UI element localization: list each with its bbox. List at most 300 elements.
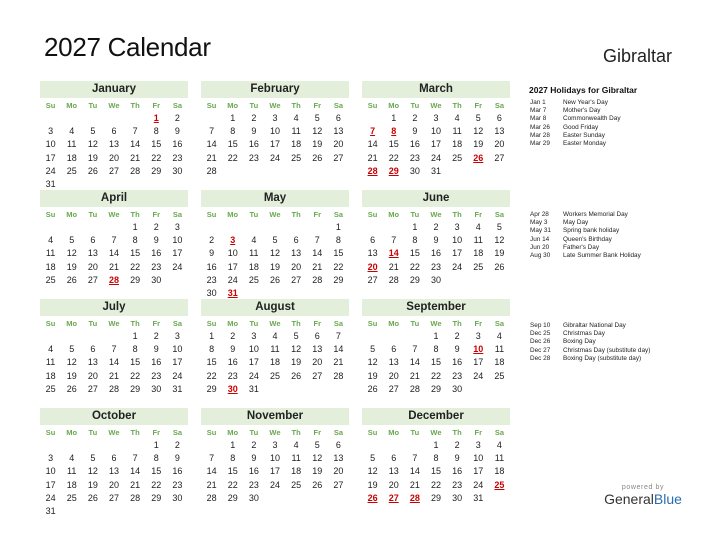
- weekday-label: Su: [45, 427, 56, 437]
- day-cell: 3: [272, 113, 278, 123]
- weekday-label: Th: [452, 100, 462, 110]
- day-cell: 14: [206, 466, 217, 477]
- weekday-label: Th: [452, 209, 462, 219]
- empty-cell: [404, 330, 425, 343]
- empty-cell: [103, 439, 124, 452]
- day-cell: 6: [496, 113, 502, 123]
- day-cell: 16: [248, 466, 259, 477]
- day-cell: 11: [291, 453, 301, 464]
- holiday-name: Christmas Day: [563, 330, 605, 338]
- day-cell: 6: [391, 344, 397, 355]
- weekday-label: Fr: [474, 100, 483, 110]
- day-cell: 15: [151, 466, 162, 477]
- day-cell: 22: [409, 261, 420, 272]
- empty-cell: [404, 439, 425, 452]
- day-cell: 1: [209, 331, 215, 341]
- day-cell: 2: [174, 113, 180, 123]
- weekday-label: Mo: [388, 100, 400, 110]
- day-cell: 24: [269, 479, 280, 490]
- day-cell: 28: [333, 370, 344, 381]
- holiday-row: [530, 219, 641, 227]
- day-cell: 12: [291, 344, 302, 355]
- day-cell: 22: [430, 370, 441, 381]
- day-cell: 11: [473, 235, 483, 246]
- day-cell: 3: [475, 440, 481, 450]
- day-cell: 11: [494, 453, 505, 464]
- day-cell: 2: [454, 440, 460, 450]
- holiday-row: [530, 211, 641, 219]
- weekday-label: Fr: [474, 318, 483, 328]
- day-cell: 17: [452, 248, 463, 259]
- day-cell: 25: [291, 152, 302, 163]
- day-cell: 31: [248, 383, 259, 394]
- weekday-label: Tu: [249, 427, 259, 437]
- day-cell: 15: [388, 139, 399, 150]
- day-cell: 20: [388, 370, 399, 381]
- day-grid: [362, 112, 510, 178]
- weekday-label: Sa: [172, 100, 182, 110]
- weekday-header: [201, 207, 349, 221]
- day-cell: 17: [248, 357, 259, 368]
- day-cell: 18: [66, 479, 77, 490]
- holiday-name: Gibraltar National Day: [563, 322, 626, 329]
- day-cell: 8: [153, 126, 159, 137]
- weekday-label: Th: [291, 318, 301, 328]
- weekday-header: [362, 425, 510, 439]
- day-cell: 5: [475, 113, 481, 123]
- holiday-date: Mar 28: [530, 131, 550, 139]
- holiday-date: Sep 10: [530, 322, 551, 329]
- day-cell: 30: [206, 287, 217, 298]
- weekday-label: Sa: [494, 100, 504, 110]
- weekday-label: Th: [291, 427, 301, 437]
- day-cell: 23: [452, 370, 463, 381]
- day-cell: 3: [454, 222, 460, 232]
- day-cell: 13: [494, 126, 505, 137]
- day-cell: 5: [496, 222, 502, 232]
- weekday-label: Sa: [172, 209, 182, 219]
- day-cell: 14: [108, 248, 119, 259]
- day-cell: 1: [132, 222, 138, 232]
- weekday-label: Tu: [410, 427, 420, 437]
- day-cell: 4: [272, 331, 278, 341]
- holiday-day-cell: 26: [473, 152, 484, 163]
- holiday-day-cell: 3: [230, 235, 236, 246]
- day-cell: 20: [333, 139, 344, 150]
- month-september: [362, 299, 510, 396]
- day-cell: 25: [269, 370, 280, 381]
- day-cell: 30: [172, 492, 183, 503]
- empty-cell: [61, 221, 82, 234]
- day-grid: [40, 112, 188, 191]
- day-cell: 8: [132, 344, 138, 355]
- holiday-row: [530, 338, 650, 346]
- day-cell: 19: [291, 357, 302, 368]
- weekday-label: Tu: [249, 318, 259, 328]
- holiday-name: Boxing Day: [563, 338, 596, 346]
- weekday-label: Th: [130, 318, 140, 328]
- weekday-label: Tu: [410, 100, 420, 110]
- day-cell: 16: [172, 139, 183, 150]
- weekday-label: Fr: [152, 427, 161, 437]
- day-cell: 28: [108, 383, 119, 394]
- holiday-day-cell: 10: [473, 344, 484, 355]
- day-cell: 21: [108, 261, 119, 272]
- weekday-label: Sa: [494, 427, 504, 437]
- day-cell: 20: [388, 479, 399, 490]
- day-cell: 27: [388, 383, 399, 394]
- day-cell: 25: [45, 274, 56, 285]
- day-cell: 22: [206, 370, 217, 381]
- day-cell: 23: [409, 152, 420, 163]
- day-cell: 11: [67, 139, 77, 150]
- month-header: August: [201, 299, 349, 316]
- weekday-header: [40, 425, 188, 439]
- holiday-name: New Year's Day: [563, 99, 608, 106]
- holiday-name: Good Friday: [563, 123, 599, 131]
- day-cell: 17: [473, 466, 484, 477]
- empty-cell: [243, 221, 264, 234]
- day-cell: 16: [248, 139, 259, 150]
- day-cell: 6: [90, 235, 96, 246]
- day-cell: 7: [132, 126, 138, 137]
- day-cell: 8: [153, 453, 159, 464]
- day-cell: 24: [452, 261, 463, 272]
- day-cell: 24: [45, 492, 56, 503]
- day-cell: 26: [291, 370, 302, 381]
- day-cell: 15: [430, 466, 441, 477]
- weekday-label: Th: [452, 427, 462, 437]
- weekday-label: Sa: [172, 318, 182, 328]
- day-cell: 10: [473, 453, 484, 464]
- day-cell: 10: [45, 466, 56, 477]
- holiday-date: May 31: [530, 227, 551, 235]
- holiday-name: Mother's Day: [563, 107, 601, 115]
- day-cell: 18: [45, 370, 56, 381]
- day-cell: 2: [251, 113, 257, 123]
- day-cell: 27: [108, 165, 119, 176]
- weekday-header: [362, 98, 510, 112]
- weekday-label: Fr: [313, 427, 322, 437]
- holiday-list-2: [530, 211, 641, 260]
- day-grid: [40, 439, 188, 518]
- weekday-header: [40, 98, 188, 112]
- day-cell: 19: [269, 261, 280, 272]
- day-cell: 31: [45, 178, 56, 189]
- day-grid: [201, 112, 349, 178]
- day-cell: 5: [69, 344, 75, 355]
- weekday-label: We: [430, 318, 442, 328]
- weekday-label: Fr: [152, 209, 161, 219]
- day-cell: 5: [90, 453, 96, 464]
- day-cell: 22: [151, 479, 162, 490]
- holiday-day-cell: 28: [409, 492, 420, 503]
- weekday-label: Th: [291, 100, 301, 110]
- holiday-row: [530, 132, 621, 140]
- day-cell: 6: [90, 344, 96, 355]
- day-cell: 21: [388, 261, 399, 272]
- month-december: [362, 408, 510, 505]
- day-cell: 8: [433, 453, 439, 464]
- day-cell: 26: [66, 383, 77, 394]
- day-cell: 6: [370, 235, 376, 246]
- weekday-label: Sa: [333, 427, 343, 437]
- day-cell: 13: [388, 357, 399, 368]
- day-cell: 1: [335, 222, 341, 232]
- day-cell: 17: [269, 466, 280, 477]
- day-cell: 25: [248, 274, 259, 285]
- day-cell: 27: [108, 492, 119, 503]
- day-cell: 11: [249, 248, 259, 259]
- day-cell: 20: [108, 152, 119, 163]
- day-cell: 21: [333, 357, 344, 368]
- day-cell: 24: [269, 152, 280, 163]
- day-cell: 8: [433, 344, 439, 355]
- weekday-label: Tu: [88, 209, 98, 219]
- weekday-label: Su: [367, 318, 378, 328]
- day-cell: 10: [269, 453, 280, 464]
- day-cell: 14: [367, 139, 378, 150]
- holiday-name: Queen's Birthday: [563, 235, 612, 243]
- weekday-label: Mo: [388, 318, 400, 328]
- day-cell: 31: [45, 505, 56, 516]
- day-cell: 15: [409, 248, 420, 259]
- holiday-date: Mar 29: [530, 139, 550, 147]
- holiday-name: Father's Day: [563, 243, 600, 251]
- day-cell: 10: [172, 235, 183, 246]
- day-cell: 26: [87, 492, 98, 503]
- empty-cell: [103, 330, 124, 343]
- day-cell: 26: [367, 383, 378, 394]
- holidays-title: 2027 Holidays for Gibraltar: [529, 85, 638, 95]
- day-grid: [201, 221, 349, 300]
- empty-cell: [40, 221, 61, 234]
- day-cell: 26: [312, 479, 323, 490]
- day-cell: 2: [174, 440, 180, 450]
- holiday-row: [530, 227, 641, 235]
- day-cell: 6: [111, 453, 117, 464]
- month-february: [201, 81, 349, 178]
- day-cell: 25: [45, 383, 56, 394]
- day-cell: 23: [430, 261, 441, 272]
- day-cell: 4: [496, 440, 502, 450]
- holiday-day-cell: 28: [108, 274, 119, 285]
- weekday-label: Mo: [227, 427, 239, 437]
- day-cell: 22: [388, 152, 399, 163]
- day-cell: 23: [248, 479, 259, 490]
- day-cell: 27: [367, 274, 378, 285]
- day-cell: 29: [333, 274, 344, 285]
- holiday-row: [530, 355, 650, 363]
- day-cell: 30: [430, 274, 441, 285]
- weekday-label: Su: [367, 427, 378, 437]
- day-cell: 18: [291, 139, 302, 150]
- weekday-header: [40, 207, 188, 221]
- day-cell: 27: [87, 383, 98, 394]
- month-header: March: [362, 81, 510, 98]
- day-cell: 13: [388, 466, 399, 477]
- month-header: June: [362, 190, 510, 207]
- day-cell: 29: [430, 492, 441, 503]
- weekday-label: We: [108, 318, 120, 328]
- day-cell: 24: [45, 165, 56, 176]
- day-cell: 16: [409, 139, 420, 150]
- empty-cell: [362, 112, 383, 125]
- day-cell: 30: [409, 165, 420, 176]
- holiday-row: [530, 330, 650, 338]
- month-header: September: [362, 299, 510, 316]
- weekday-label: Fr: [313, 318, 322, 328]
- day-cell: 15: [227, 466, 238, 477]
- month-march: [362, 81, 510, 178]
- day-cell: 24: [473, 370, 484, 381]
- day-cell: 1: [433, 440, 439, 450]
- day-cell: 5: [314, 113, 320, 123]
- month-header: October: [40, 408, 188, 425]
- weekday-header: [40, 316, 188, 330]
- day-cell: 24: [248, 370, 259, 381]
- holiday-date: Mar 8: [530, 115, 547, 123]
- day-cell: 28: [312, 274, 323, 285]
- weekday-label: Su: [206, 100, 217, 110]
- day-cell: 3: [433, 113, 439, 123]
- day-cell: 9: [153, 235, 159, 246]
- day-cell: 7: [314, 235, 320, 246]
- day-cell: 19: [494, 248, 505, 259]
- holiday-day-cell: 8: [391, 126, 397, 137]
- holiday-date: Apr 28: [530, 211, 549, 218]
- day-cell: 5: [69, 235, 75, 246]
- day-cell: 14: [409, 466, 420, 477]
- day-cell: 23: [452, 479, 463, 490]
- day-cell: 25: [66, 492, 77, 503]
- day-grid: [201, 330, 349, 396]
- holiday-name: Boxing Day (substitute day): [563, 354, 642, 362]
- day-cell: 20: [494, 139, 505, 150]
- empty-cell: [307, 221, 328, 234]
- day-cell: 22: [130, 261, 141, 272]
- holiday-name: Late Summer Bank Holiday: [563, 251, 641, 259]
- day-cell: 13: [108, 466, 119, 477]
- weekday-label: We: [108, 427, 120, 437]
- day-cell: 28: [388, 274, 399, 285]
- holiday-day-cell: 31: [227, 287, 238, 298]
- holiday-day-cell: 14: [388, 248, 399, 259]
- day-cell: 19: [66, 261, 77, 272]
- day-cell: 1: [230, 440, 236, 450]
- brand-logo: [587, 484, 699, 507]
- day-cell: 9: [174, 126, 180, 137]
- day-cell: 24: [227, 274, 238, 285]
- day-cell: 19: [87, 479, 98, 490]
- day-cell: 17: [45, 152, 56, 163]
- day-cell: 9: [251, 453, 257, 464]
- weekday-label: Mo: [388, 427, 400, 437]
- brand-powered: powered by: [621, 484, 665, 491]
- day-cell: 23: [227, 370, 238, 381]
- month-august: [201, 299, 349, 396]
- weekday-label: Mo: [66, 318, 78, 328]
- empty-cell: [61, 330, 82, 343]
- weekday-label: Fr: [152, 100, 161, 110]
- day-cell: 28: [206, 165, 217, 176]
- day-cell: 17: [473, 357, 484, 368]
- day-cell: 2: [433, 222, 439, 232]
- day-cell: 14: [409, 357, 420, 368]
- empty-cell: [286, 221, 307, 234]
- empty-cell: [362, 221, 383, 234]
- weekday-label: Sa: [172, 427, 182, 437]
- day-cell: 11: [45, 357, 56, 368]
- day-cell: 3: [48, 453, 54, 464]
- day-cell: 11: [45, 248, 56, 259]
- month-july: [40, 299, 188, 396]
- weekday-label: Th: [130, 209, 140, 219]
- holiday-list-1: [530, 99, 621, 148]
- holiday-date: Aug 30: [530, 251, 551, 259]
- holiday-day-cell: 1: [153, 113, 159, 123]
- holiday-row: [530, 99, 621, 107]
- day-cell: 12: [66, 248, 77, 259]
- day-cell: 31: [172, 383, 183, 394]
- weekday-header: [201, 316, 349, 330]
- day-cell: 18: [45, 261, 56, 272]
- day-cell: 2: [251, 440, 257, 450]
- weekday-label: Sa: [494, 209, 504, 219]
- day-cell: 2: [230, 331, 236, 341]
- empty-cell: [201, 439, 222, 452]
- day-cell: 4: [293, 113, 299, 123]
- weekday-label: Th: [291, 209, 301, 219]
- day-cell: 14: [130, 466, 141, 477]
- brand-name-b: Blue: [653, 491, 682, 507]
- day-cell: 16: [151, 248, 162, 259]
- day-cell: 19: [66, 370, 77, 381]
- empty-cell: [383, 439, 404, 452]
- weekday-header: [362, 316, 510, 330]
- day-cell: 7: [209, 126, 215, 137]
- day-cell: 28: [206, 492, 217, 503]
- day-cell: 25: [452, 152, 463, 163]
- day-cell: 7: [209, 453, 215, 464]
- day-cell: 29: [430, 383, 441, 394]
- day-cell: 25: [473, 261, 484, 272]
- day-cell: 1: [412, 222, 418, 232]
- day-cell: 15: [206, 357, 217, 368]
- month-header: February: [201, 81, 349, 98]
- month-january: [40, 81, 188, 191]
- weekday-label: We: [269, 100, 281, 110]
- day-cell: 21: [206, 479, 217, 490]
- weekday-label: Mo: [66, 209, 78, 219]
- day-cell: 26: [87, 165, 98, 176]
- day-cell: 6: [293, 235, 299, 246]
- day-cell: 12: [367, 466, 378, 477]
- empty-cell: [383, 330, 404, 343]
- day-cell: 28: [409, 383, 420, 394]
- weekday-label: Tu: [249, 209, 259, 219]
- weekday-label: Fr: [152, 318, 161, 328]
- empty-cell: [103, 112, 124, 125]
- day-cell: 31: [430, 165, 441, 176]
- weekday-label: Tu: [88, 427, 98, 437]
- day-cell: 11: [494, 344, 505, 355]
- weekday-label: Mo: [388, 209, 400, 219]
- holiday-name: Commonwealth Day: [563, 115, 621, 123]
- day-cell: 7: [111, 344, 117, 355]
- day-cell: 20: [312, 357, 323, 368]
- weekday-label: We: [269, 209, 281, 219]
